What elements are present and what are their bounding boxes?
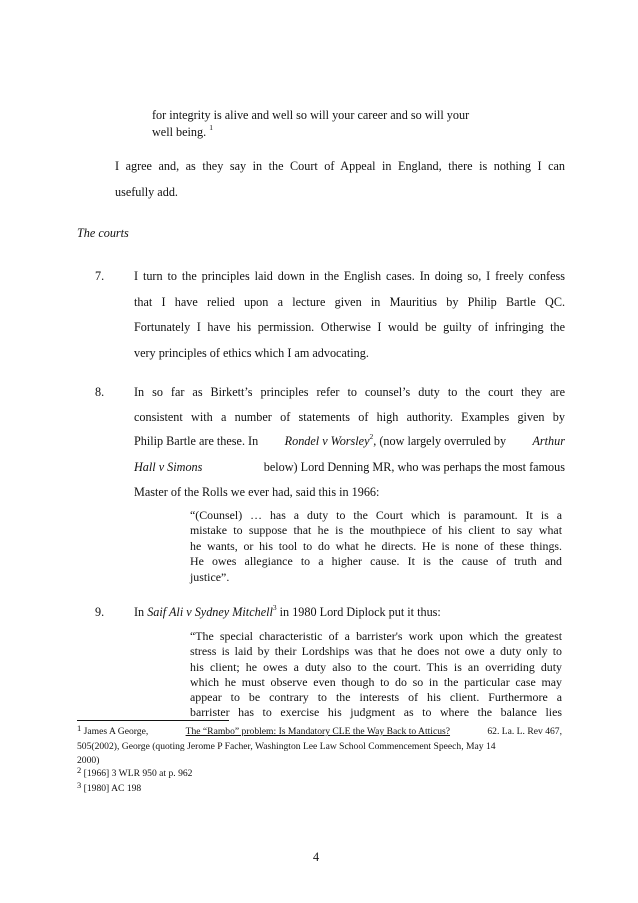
diplock-quote-line-6: barrister has to exercise his judgment as to where the balance lies bbox=[190, 705, 562, 719]
quote-top-line-2-text: well being. bbox=[152, 125, 207, 139]
para-9-line-1-rest: in 1980 Lord Diplock put it thus: bbox=[279, 605, 441, 619]
para-7-line-3: Fortunately I have his permission. Otherwise I would be guilty of infringing the bbox=[134, 320, 565, 334]
denning-quote-line-3: he wants, or his tool to do what he directs. He is none of these things. bbox=[190, 539, 562, 553]
agree-line-2: usefully add. bbox=[115, 185, 178, 199]
quote-top-line-1: for integrity is alive and well so will your career and so will your bbox=[152, 108, 470, 122]
para-7-line-2: that I have relied upon a lecture given in Mauritius by Philip Bartle QC. bbox=[134, 295, 565, 309]
footnote-1-line-2: 505(2002), George (quoting Jerome P Facher, Washington Lee Law School Commencement Speech, May 14 bbox=[77, 741, 496, 752]
footnote-3-number: 3 bbox=[77, 780, 82, 790]
para-8-line-3-case-group bbox=[285, 434, 506, 449]
footnote-1-title: The “Rambo” problem: Is Mandatory CLE the Way Back to Atticus? bbox=[185, 726, 451, 737]
para-8-line-3-lead: Philip Bartle are these. In bbox=[134, 434, 259, 448]
section-heading: The courts bbox=[77, 226, 129, 240]
footnote-separator bbox=[77, 720, 229, 721]
diplock-quote-line-3: his client; he owes a duty also to the court. This is an overriding duty bbox=[190, 660, 562, 674]
case-rondel-v-worsley: Rondel v Worsley bbox=[284, 434, 370, 448]
para-8-line-1: In so far as Birkett’s principles refer to counsel’s duty to the court they are bbox=[134, 385, 565, 399]
agree-line-1: I agree and, as they say in the Court of Appeal in England, there is nothing I can bbox=[115, 159, 565, 173]
footnote-1-citation: 62. La. L. Rev 467, bbox=[487, 726, 562, 737]
para-9-line-1-lead: In bbox=[134, 605, 145, 619]
footnote-ref-2: 2 bbox=[369, 432, 374, 441]
para-7-line-1: I turn to the principles laid down in the English cases. In doing so, I freely confess bbox=[134, 269, 565, 283]
footnote-ref-1: 1 bbox=[209, 123, 213, 132]
quote-top-line-2 bbox=[152, 125, 213, 140]
denning-quote-line-1: “(Counsel) … has a duty to the Court which is paramount. It is a bbox=[190, 508, 562, 522]
footnote-ref-3: 3 bbox=[272, 603, 277, 612]
diplock-quote-line-1: “The special characteristic of a barrister's work upon which the greatest bbox=[190, 629, 562, 643]
para-7-line-4: very principles of ethics which I am advocating. bbox=[134, 346, 369, 360]
footnote-1-author: James A George, bbox=[83, 726, 149, 737]
footnote-1-line-3: 2000) bbox=[77, 755, 100, 766]
diplock-quote-line-4: which he must observe even though to do so in the particular case may bbox=[190, 675, 562, 689]
para-8-line-4-rest: below) Lord Denning MR, who was perhaps the most famous bbox=[263, 460, 565, 474]
page-number: 4 bbox=[313, 850, 320, 864]
footnote-3-text: [1980] AC 198 bbox=[83, 783, 142, 794]
para-9-line-1 bbox=[134, 605, 441, 620]
case-saif-ali: Saif Ali v Sydney Mitchell bbox=[147, 605, 273, 619]
footnote-1-line-1 bbox=[77, 723, 562, 737]
denning-quote-line-2: mistake to suppose that he is the mouthpiece of his client to say what bbox=[190, 523, 562, 537]
diplock-quote-line-2: stress is laid by their Lordships was that he does not owe a duty only to bbox=[190, 644, 562, 658]
diplock-quote-line-5: appear to be contrary to the interests of his client. Furthermore a bbox=[190, 690, 562, 704]
para-7-number: 7. bbox=[95, 269, 105, 283]
denning-quote-line-4: He owes allegiance to a higher cause. It is the cause of truth and bbox=[190, 554, 562, 568]
footnote-1-lead bbox=[77, 723, 149, 737]
case-arthur: Arthur bbox=[532, 434, 565, 448]
para-8-line-3 bbox=[134, 434, 565, 449]
para-9-number: 9. bbox=[95, 605, 105, 619]
para-8-line-2: consistent with a number of statements of high authority. Examples given by bbox=[134, 410, 565, 424]
footnote-3 bbox=[77, 780, 142, 794]
footnote-2-number: 2 bbox=[77, 765, 82, 775]
footnote-2 bbox=[77, 765, 193, 779]
footnote-2-text: [1966] 3 WLR 950 at p. 962 bbox=[83, 768, 193, 779]
para-8-line-3-mid: , (now largely overruled by bbox=[373, 434, 507, 448]
denning-quote-line-5: justice”. bbox=[190, 570, 230, 584]
case-hall-v-simons: Hall v Simons bbox=[134, 460, 203, 474]
para-8-line-5: Master of the Rolls we ever had, said this in 1966: bbox=[134, 485, 380, 499]
para-8-line-4 bbox=[134, 460, 565, 475]
para-8-number: 8. bbox=[95, 385, 105, 399]
footnote-1-number: 1 bbox=[77, 723, 82, 733]
